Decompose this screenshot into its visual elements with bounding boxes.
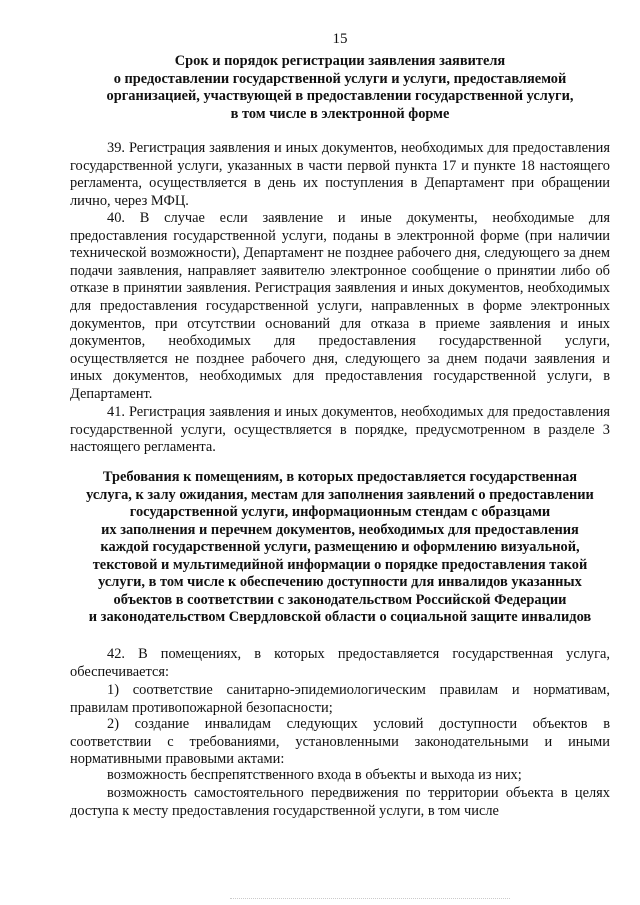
paragraph-42-item-1: 1) соответствие санитарно-эпидемиологическим правилам и нормативам, правилам противопожарной безопасности; bbox=[70, 682, 610, 716]
paragraph-39: 39. Регистрация заявления и иных документов, необходимых для предоставления государственной услуги, указанных в части первой пункта 17 и пункте 18 настоящего регламента, осуществляется в день их поступления в Департамент при обращении лично, через МФЦ. bbox=[70, 140, 610, 209]
page-number: 15 bbox=[332, 31, 348, 47]
scan-artifact-line bbox=[230, 898, 510, 901]
paragraph-42: 42. В помещениях, в которых предоставляется государственная услуга, обеспечивается: bbox=[70, 646, 610, 680]
paragraph-41: 41. Регистрация заявления и иных документов, необходимых для предоставления государственной услуги, осуществляется в порядке, предусмотренном в разделе 3 настоящего регламента. bbox=[70, 404, 610, 456]
paragraph-42-entry-access: возможность беспрепятственного входа в объекты и выхода из них; bbox=[107, 767, 522, 783]
document-page bbox=[70, 0, 610, 905]
section-heading-premises: Требования к помещениям, в которых предоставляется государственная услуга, к залу ожидания, местам для заполнения заявлений о предоставлении государственной услуги, информационным стендам с образцами их заполнения и перечнем документов, необходимых для предоставления каждой государственной услуги, размещению и оформлению визуальной, текстовой и мультимедийной информации о порядке предоставления такой услуги, в том числе к обеспечению доступности для инвалидов указанных объектов в соответствии с законодательством Российской Федерации и законодательством Свердловской области о социальной защите инвалидов bbox=[86, 469, 594, 625]
paragraph-42-movement: возможность самостоятельного передвижения по территории объекта в целях доступа к месту предоставления государственной услуги, в том числе bbox=[70, 785, 610, 819]
paragraph-40: 40. В случае если заявление и иные документы, необходимые для предоставления государственной услуги, поданы в электронной форме (при наличии технической возможности), Департамент не позднее рабочего дня, следующего за днем подачи заявления, направляет заявителю электронное сообщение о принятии либо об отказе в принятии заявления. Регистрация заявления и иных документов, необходимых для предоставления государственной услуги, направленных в форме электронных документов, при отсутствии оснований для отказа в приеме заявления и иных документов, необходимых для предоставления государственной услуги, осуществляется не позднее рабочего дня, следующего за днем подачи заявления и иных документов, необходимых для предоставления государственной услуги, в Департамент. bbox=[70, 210, 610, 402]
paragraph-42-item-2: 2) создание инвалидам следующих условий доступности объектов в соответствии с требованиями, установленными законодательными и иными нормативными правовыми актами: bbox=[70, 716, 610, 768]
section-heading-registration: Срок и порядок регистрации заявления заявителя о предоставлении государственной услуги и услуги, предоставляемой организацией, участвующей в предоставлении государственной услуги, в том числе в электронной форме bbox=[106, 53, 574, 122]
